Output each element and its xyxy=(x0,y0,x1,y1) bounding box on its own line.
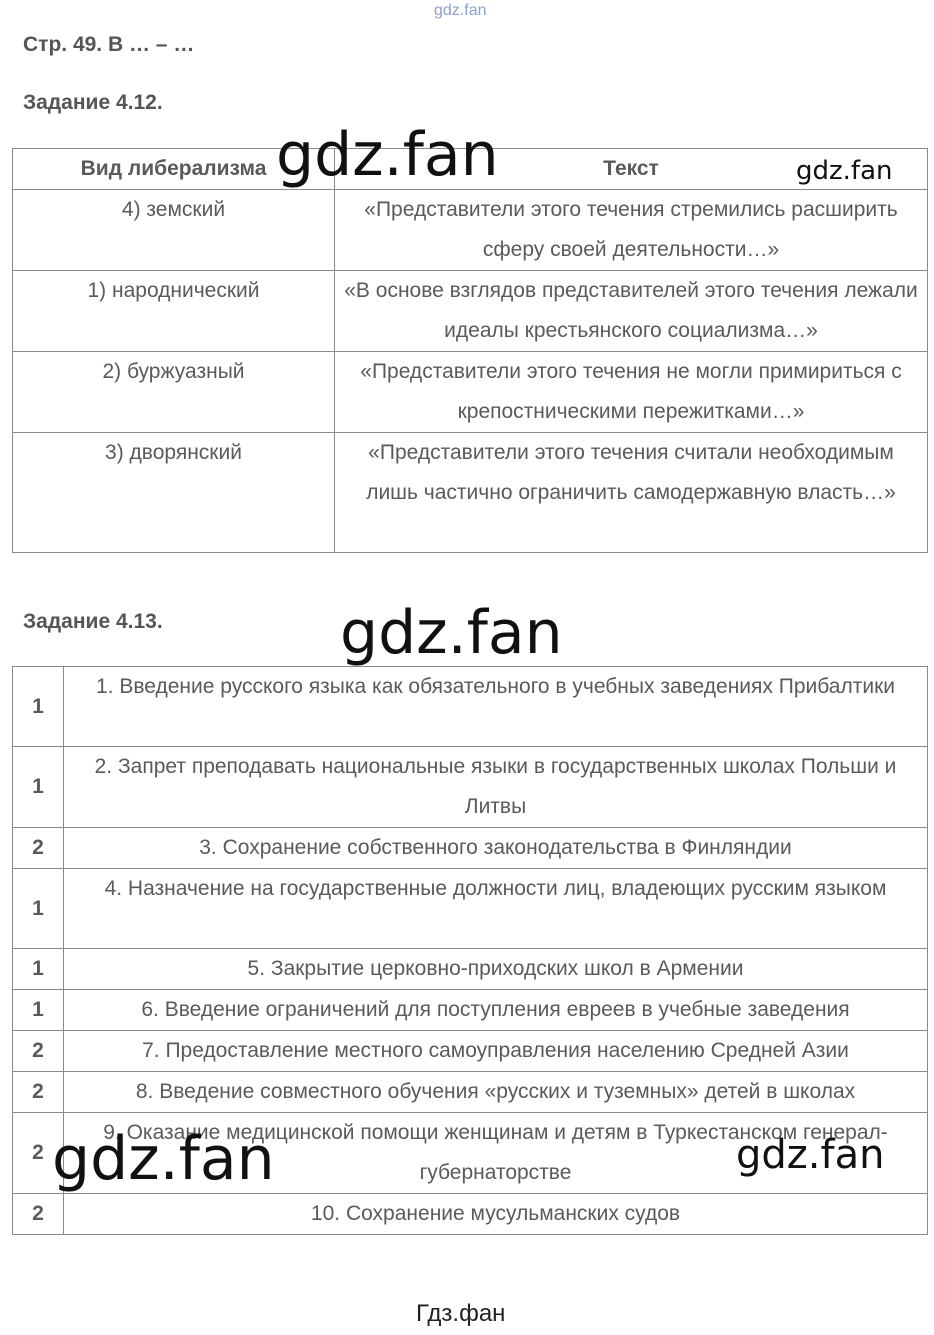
watermark-small: gdz.fan xyxy=(796,156,893,186)
policy-code: 1 xyxy=(13,667,64,747)
policy-code: 1 xyxy=(13,949,64,990)
table-row xyxy=(13,190,928,271)
table-row xyxy=(13,1031,928,1072)
policy-text: 10. Сохранение мусульманских судов xyxy=(64,1194,928,1235)
liberalism-type: 3) дворянский xyxy=(13,433,335,553)
policy-code: 1 xyxy=(13,869,64,949)
table-row xyxy=(13,433,928,553)
watermark-small: gdz.fan xyxy=(736,1132,885,1178)
watermark-large: gdz.fan xyxy=(340,598,563,668)
col-header-text: Текст xyxy=(335,149,928,190)
table-row xyxy=(13,990,928,1031)
table-row xyxy=(13,271,928,352)
table-row xyxy=(13,747,928,828)
table-row xyxy=(13,828,928,869)
policy-text: 3. Сохранение собственного законодательства в Финляндии xyxy=(64,828,928,869)
watermark-top: gdz.fan xyxy=(434,2,487,19)
policy-code: 1 xyxy=(13,747,64,828)
liberalism-text: «В основе взглядов представителей этого течения лежали идеалы крестьянского социализма…» xyxy=(335,271,928,352)
liberalism-text: «Представители этого течения стремились расширить сферу своей деятельности…» xyxy=(335,190,928,271)
policy-text: 5. Закрытие церковно-приходских школ в Армении xyxy=(64,949,928,990)
policy-code: 1 xyxy=(13,990,64,1031)
policy-code: 2 xyxy=(13,828,64,869)
policy-code: 2 xyxy=(13,1113,64,1194)
policy-code: 2 xyxy=(13,1072,64,1113)
table-row xyxy=(13,869,928,949)
policy-text: 4. Назначение на государственные должности лиц, владеющих русским языком xyxy=(64,869,928,949)
policy-text: 2. Запрет преподавать национальные языки в государственных школах Польши и Литвы xyxy=(64,747,928,828)
task-412-title: Задание 4.12. xyxy=(23,91,163,114)
policy-text: 8. Введение совместного обучения «русских и туземных» детей в школах xyxy=(64,1072,928,1113)
task-413-title: Задание 4.13. xyxy=(23,610,163,633)
table-row xyxy=(13,949,928,990)
policy-code: 2 xyxy=(13,1031,64,1072)
policy-text: 9. Оказание медицинской помощи женщинам и детям в Туркестанском генерал-губернаторстве xyxy=(64,1113,928,1194)
liberalism-type: 4) земский xyxy=(13,190,335,271)
liberalism-text: «Представители этого течения не могли примириться с крепостническими пережитками…» xyxy=(335,352,928,433)
policy-text: 1. Введение русского языка как обязательного в учебных заведениях Прибалтики xyxy=(64,667,928,747)
page-header: Стр. 49. В … – … xyxy=(23,33,195,56)
table-row xyxy=(13,667,928,747)
policy-text: 7. Предоставление местного самоуправления населению Средней Азии xyxy=(64,1031,928,1072)
watermark-large: gdz.fan xyxy=(52,1124,275,1194)
liberalism-table xyxy=(12,148,928,553)
table-row xyxy=(13,1194,928,1235)
table-row xyxy=(13,352,928,433)
policy-code: 2 xyxy=(13,1194,64,1235)
footer-watermark: Гдз.фан xyxy=(416,1300,506,1327)
policy-text: 6. Введение ограничений для поступления евреев в учебные заведения xyxy=(64,990,928,1031)
col-header-type: Вид либерализма xyxy=(13,149,335,190)
liberalism-type: 1) народнический xyxy=(13,271,335,352)
watermark-large: gdz.fan xyxy=(276,120,499,190)
liberalism-text: «Представители этого течения считали необходимым лишь частично ограничить самодержавную власть…» xyxy=(335,433,928,553)
liberalism-type: 2) буржуазный xyxy=(13,352,335,433)
table-row xyxy=(13,1072,928,1113)
